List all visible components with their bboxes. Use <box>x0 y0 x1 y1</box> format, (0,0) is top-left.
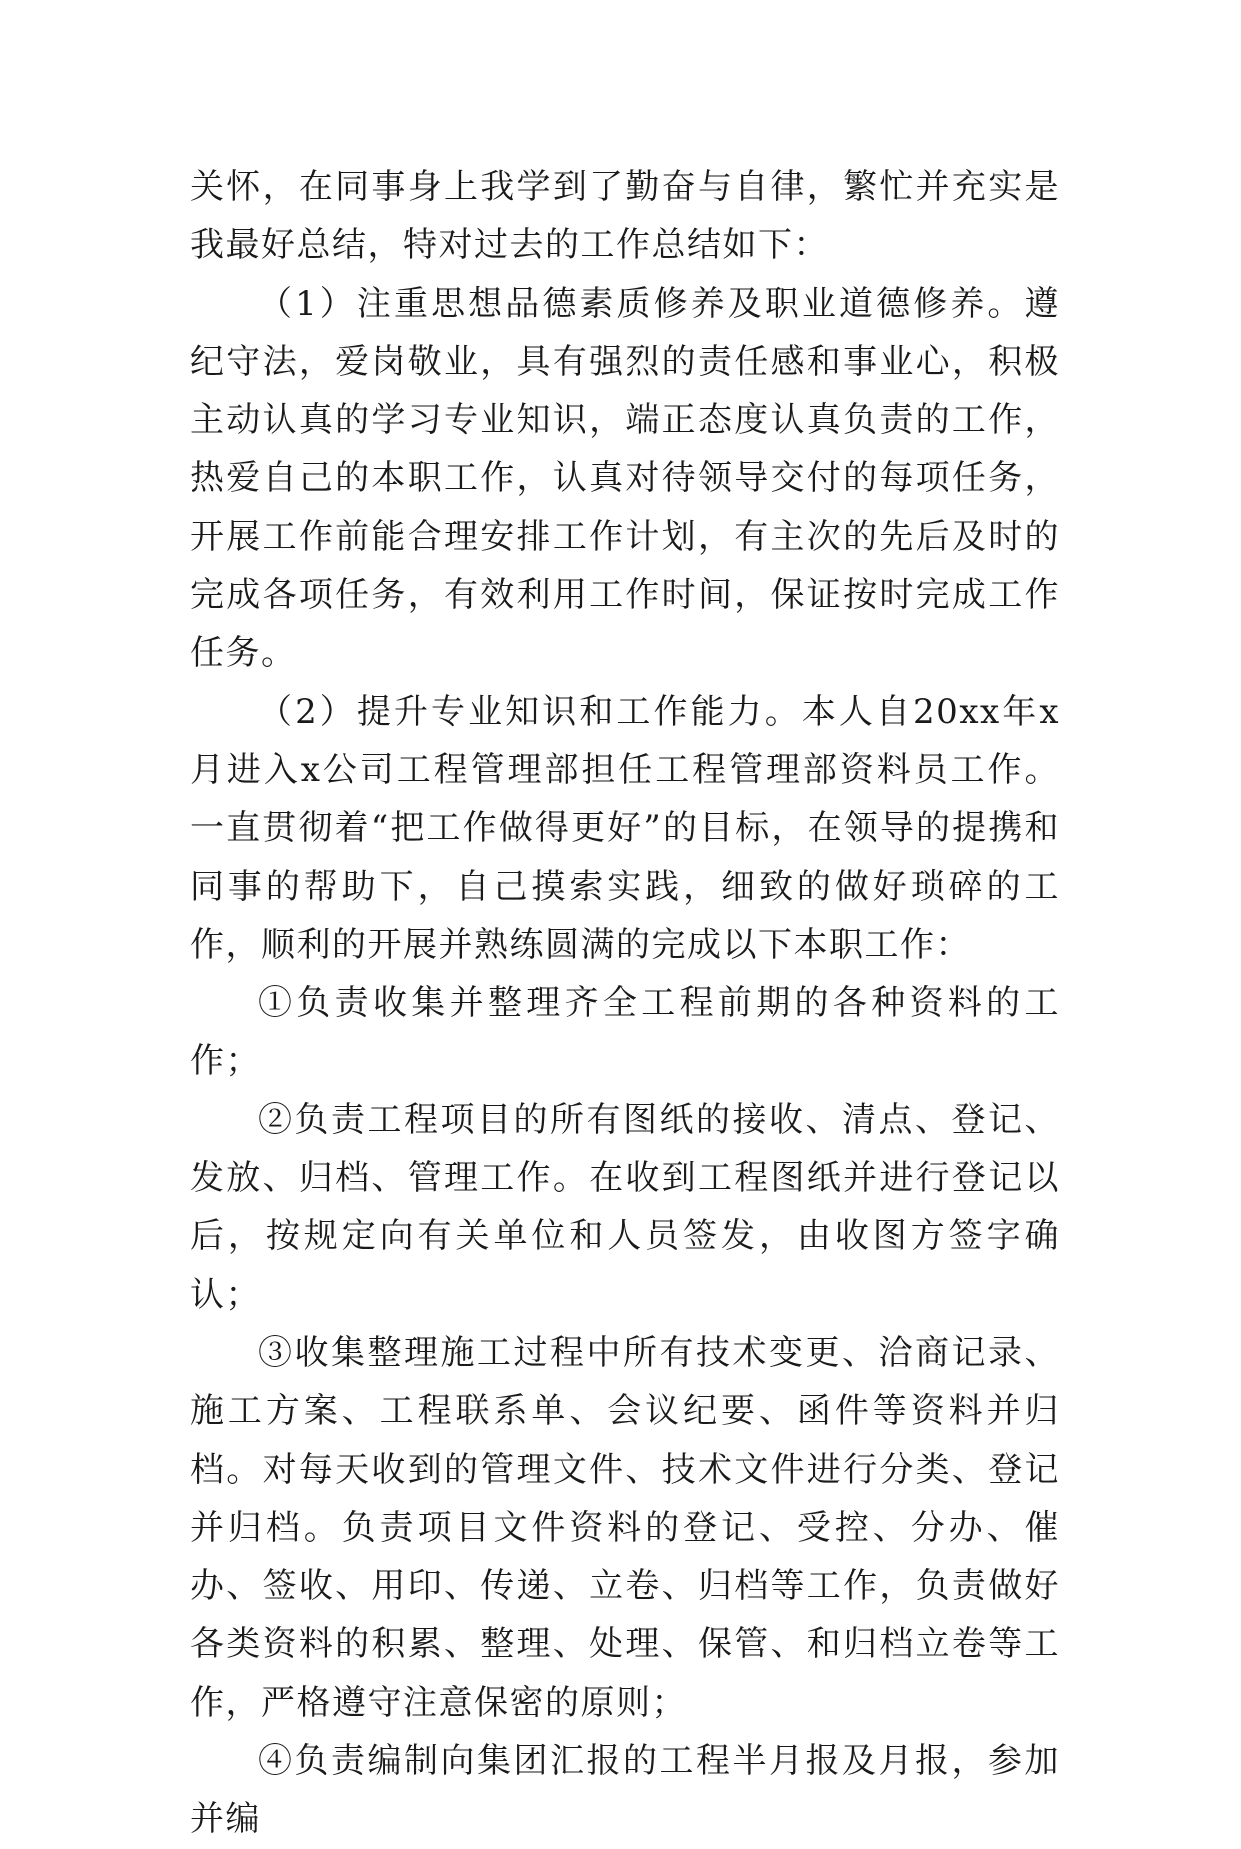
paragraph-subitem-2: ②负责工程项目的所有图纸的接收、清点、登记、发放、归档、管理工作。在收到工程图纸并进行登记以后，按规定向有关单位和人员签发，由收图方签字确认； <box>190 1099 1060 1315</box>
paragraph-subitem-1: ①负责收集并整理齐全工程前期的各种资料的工作； <box>190 983 1060 1082</box>
paragraph-item-1: （1）注重思想品德素质修养及职业道德修养。遵纪守法，爱岗敬业，具有强烈的责任感和事业心，积极主动认真的学习专业知识，端正态度认真负责的工作，热爱自己的本职工作，认真对待领导交付的每项任务，开展工作前能合理安排工作计划，有主次的先后及时的完成各项任务，有效利用工作时间，保证按时完成工作任务。 <box>190 283 1060 674</box>
paragraph-subitem-4: ④负责编制向集团汇报的工程半月报及月报，参加并编 <box>190 1741 1060 1840</box>
document-body <box>190 158 1060 1849</box>
paragraph-item-2: （2）提升专业知识和工作能力。本人自20xx年x月进入x公司工程管理部担任工程管理部资料员工作。一直贯彻着“把工作做得更好”的目标，在领导的提携和同事的帮助下，自己摸索实践，细致的做好琐碎的工作，顺利的开展并熟练圆满的完成以下本职工作： <box>190 691 1060 965</box>
paragraph-subitem-3: ③收集整理施工过程中所有技术变更、洽商记录、施工方案、工程联系单、会议纪要、函件等资料并归档。对每天收到的管理文件、技术文件进行分类、登记并归档。负责项目文件资料的登记、受控、分办、催办、签收、用印、传递、立卷、归档等工作，负责做好各类资料的积累、整理、处理、保管、和归档立卷等工作，严格遵守注意保密的原则； <box>190 1332 1060 1723</box>
paragraph-intro: 关怀，在同事身上我学到了勤奋与自律，繁忙并充实是我最好总结，特对过去的工作总结如下： <box>190 167 1060 266</box>
